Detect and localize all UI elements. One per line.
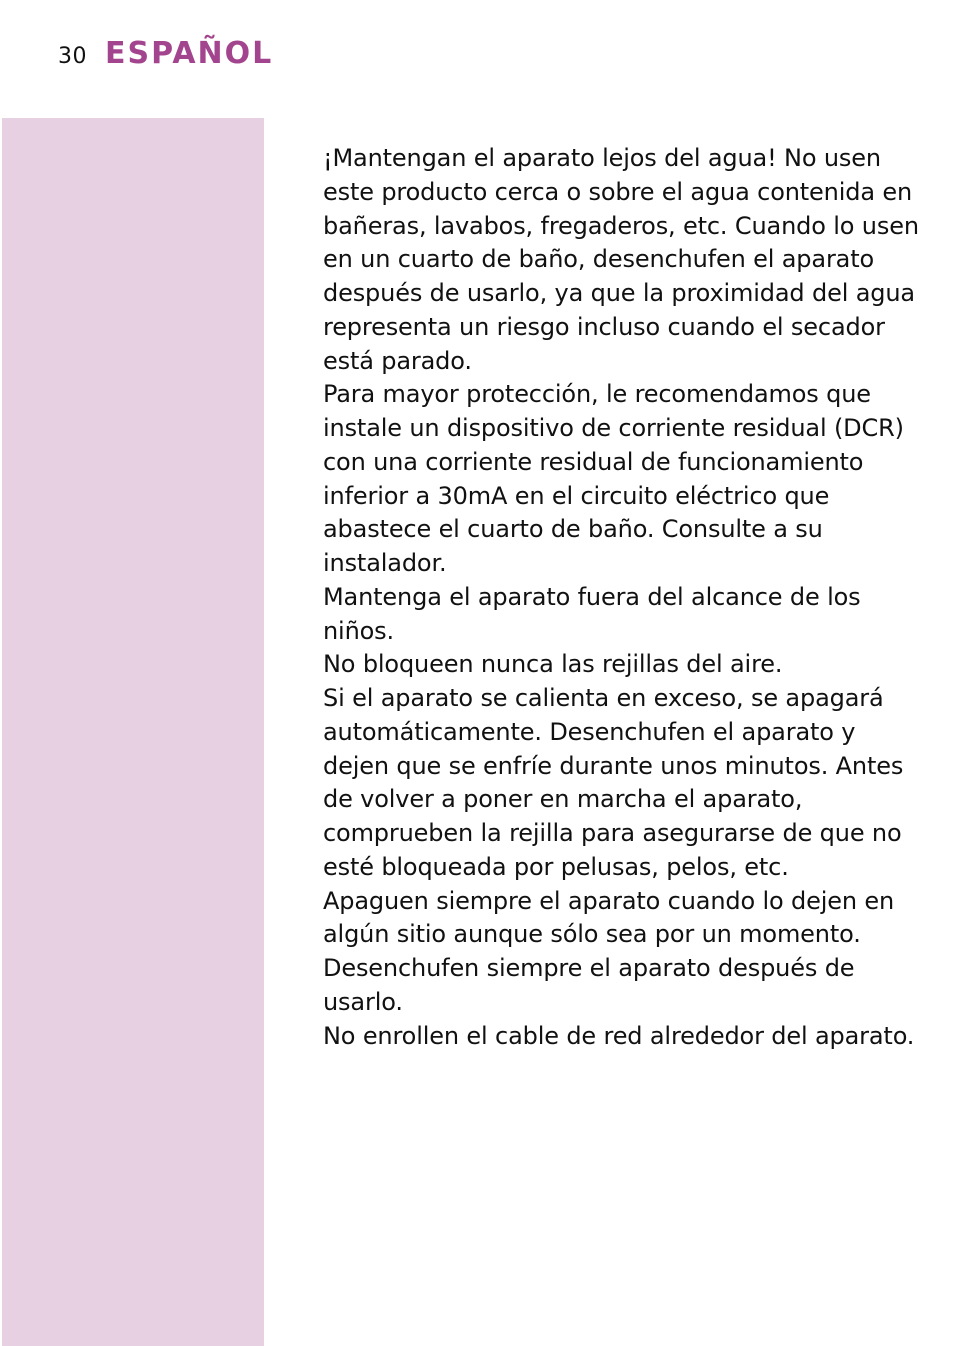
paragraph-air-grilles: No bloqueen nunca las rejillas del aire. — [323, 650, 783, 679]
paragraph-water-warning: ¡Mantengan el aparato lejos del agua! No usen este producto cerca o sobre el agua contenida en bañeras, lavabos, fregaderos, etc. Cuando lo usen en un cuarto de baño, desenchufen el aparato después de usarlo, ya que la proximidad del agua representa un riesgo incluso cuando el secador está parado. — [323, 144, 919, 375]
side-color-band — [2, 118, 264, 1346]
paragraph-mains-cord: No enrollen el cable de red alrededor del aparato. — [323, 1021, 915, 1050]
page-header — [58, 36, 273, 76]
paragraph-rcd-recommendation: Para mayor protección, le recomendamos que instale un dispositivo de corriente residual (DCR) con una corriente residual de funcionamiento inferior a 30mA en el circuito eléctrico que abastece el cuarto de baño. Consulte a su instalador. — [323, 380, 904, 577]
section-title: ESPAÑOL — [105, 36, 274, 71]
paragraph-switch-off: Apaguen siempre el aparato cuando lo dejen en algún sitio aunque sólo sea por un momento. — [323, 886, 895, 949]
paragraph-overheating: Si el aparato se calienta en exceso, se apagará automáticamente. Desenchufen el aparato y dejen que se enfríe durante unos minutos. Antes de volver a poner en marcha el aparato, comprueben la rejilla para asegurarse de que no esté bloqueada por pelusas, pelos, etc. — [323, 684, 904, 881]
paragraph-unplug-after-use: Desenchufen siempre el aparato después de usarlo. — [323, 954, 855, 1016]
paragraph-children-warning: Mantenga el aparato fuera del alcance de los niños. — [323, 582, 861, 645]
safety-text-column — [323, 142, 923, 1053]
page-number: 30 — [58, 44, 87, 69]
